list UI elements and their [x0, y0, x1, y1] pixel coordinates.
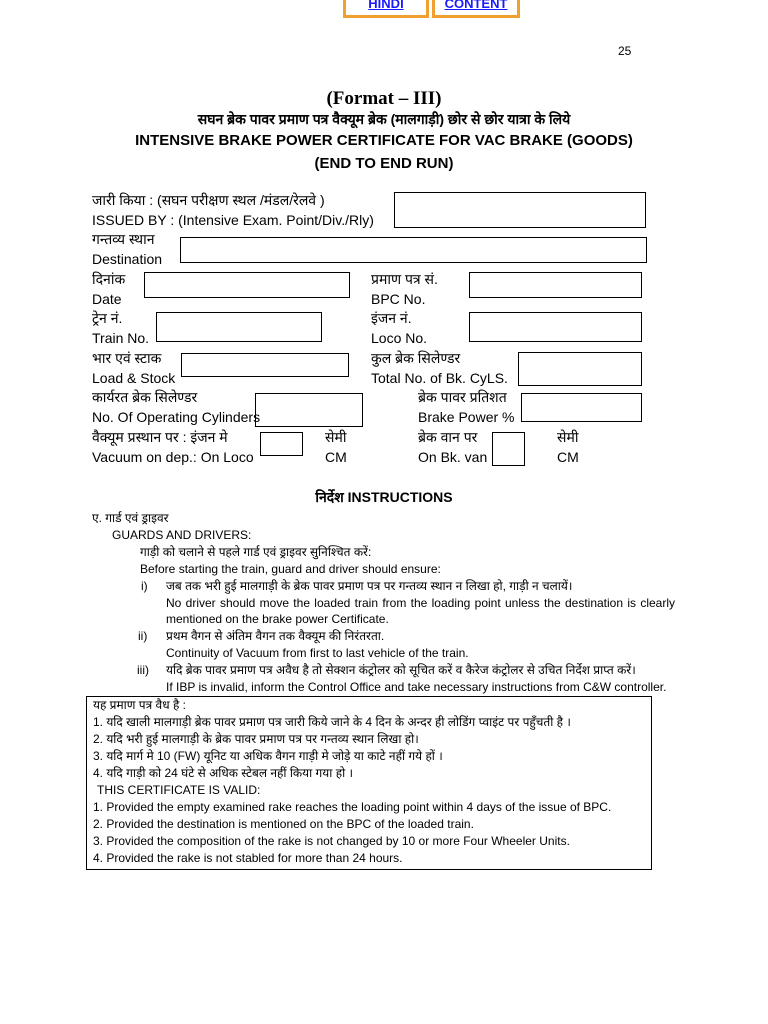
validity-en-2: 2. Provided the destination is mentioned on the BPC of the loaded train.: [93, 817, 474, 831]
load-stock-field[interactable]: [181, 353, 349, 377]
bpc-label-en: BPC No.: [371, 291, 426, 307]
opcyl-label-hi: कार्यरत ब्रेक सिलेण्डर: [92, 389, 198, 405]
issued-label-hi: जारी किया : (सघन परीक्षण स्थल /मंडल/रेलवे ): [92, 192, 325, 208]
item-1-number: i): [141, 579, 148, 593]
before-en: Before starting the train, guard and driver should ensure:: [140, 562, 441, 576]
validity-hi-3: 3. यदि मार्ग मे 10 (FW) यूनिट या अधिक वैगन गाड़ी मे जोड़े या काटे नहीं गये हों ।: [93, 749, 443, 763]
bp-label-en: Brake Power %: [418, 409, 515, 425]
load-label-hi: भार एवं स्टाक: [92, 350, 162, 366]
vacuum-bkvan-field[interactable]: [492, 432, 525, 466]
guards-heading-hi: ए. गार्ड एवं ड्राइवर: [92, 511, 169, 525]
title-run: (END TO END RUN): [314, 155, 454, 172]
instructions-heading-en: INSTRUCTIONS: [347, 489, 453, 505]
loco-no-field[interactable]: [469, 312, 642, 342]
date-label-hi: दिनांक: [92, 271, 126, 287]
validity-box: [86, 696, 652, 870]
validity-hi-2: 2. यदि भरी हुई मालगाड़ी के ब्रेक पावर प्रमाण पत्र पर गन्तव्य स्थान लिखा हो।: [93, 732, 419, 746]
train-label-en: Train No.: [92, 330, 150, 346]
validity-en-4: 4. Provided the rake is not stabled for more than 24 hours.: [93, 851, 403, 865]
content-link[interactable]: CONTENT: [432, 0, 520, 18]
cm-label-en: CM: [325, 449, 347, 465]
date-field[interactable]: [144, 272, 350, 298]
validity-hi-4: 4. यदि गाड़ी को 24 घंटे से अधिक स्टेबल नहीं किया गया हो ।: [93, 766, 354, 780]
item-1-hi: जब तक भरी हुई मालगाड़ी के ब्रेक पावर प्रमाण पत्र पर गन्तव्य स्थान न लिखा हो, गाड़ी न चलायें।: [166, 579, 573, 593]
before-hi: गाड़ी को चलाने से पहले गार्ड एवं ड्राइवर सुनिश्चित करें:: [140, 545, 372, 559]
bpc-label-hi: प्रमाण पत्र सं.: [371, 271, 438, 287]
title-hindi: सघन ब्रेक पावर प्रमाण पत्र वैक्यूम ब्रेक (मालगाड़ी) छोर से छोर यात्रा के लिये: [197, 111, 571, 127]
vacuum-loco-field[interactable]: [260, 432, 303, 456]
item-3-hi: यदि ब्रेक पावर प्रमाण पत्र अवैध है तो सेक्शन कंट्रोलर को सूचित करें व कैरेज कंट्रोलर से उचित निर्देश प्राप्त करें।: [166, 663, 636, 677]
item-3-en: If IBP is invalid, inform the Control Office and take necessary instructions from C&W controller.: [166, 680, 667, 694]
validity-en-1: 1. Provided the empty examined rake reaches the loading point within 4 days of the issue of BPC.: [93, 800, 612, 814]
brake-power-field[interactable]: [521, 393, 642, 422]
bkvan-label-hi: ब्रेक वान पर: [418, 429, 478, 445]
validity-hi-1: 1. यदि खाली मालगाड़ी ब्रेक पावर प्रमाण पत्र जारी किये जाने के 4 दिन के अन्दर ही लोडिंग प्वाइंट पर पहुँचती है ।: [93, 715, 571, 729]
operating-cylinders-field[interactable]: [255, 393, 363, 427]
destination-label-hi: गन्तव्य स्थान: [92, 231, 155, 247]
issued-label-en: ISSUED BY : (Intensive Exam. Point/Div./Rly): [92, 212, 374, 228]
destination-label-en: Destination: [92, 251, 163, 267]
cm-label-hi-2: सेमी: [557, 429, 579, 445]
item-2-en: Continuity of Vacuum from first to last vehicle of the train.: [166, 646, 469, 660]
train-label-hi: ट्रेन नं.: [92, 310, 123, 326]
validity-heading-en: THIS CERTIFICATE IS VALID:: [97, 783, 261, 797]
vac-label-hi: वैक्यूम प्रस्थान पर : इंजन मे: [92, 429, 228, 445]
date-label-en: Date: [92, 291, 122, 307]
destination-field[interactable]: [180, 237, 647, 263]
total-cylinders-field[interactable]: [518, 352, 642, 386]
item-1-en-1: No driver should move the loaded train from the loading point unless the destination is clearly: [166, 596, 675, 610]
opcyl-label-en: No. Of Operating Cylinders: [92, 409, 261, 425]
loco-label-en: Loco No.: [371, 330, 428, 346]
validity-en-3: 3. Provided the composition of the rake is not changed by 10 or more Four Wheeler Units.: [93, 834, 570, 848]
item-3-number: iii): [137, 663, 149, 677]
cm-label-hi: सेमी: [325, 429, 347, 445]
load-label-en: Load & Stock: [92, 370, 176, 386]
vac-label-en: Vacuum on dep.: On Loco: [92, 449, 254, 465]
title-english: INTENSIVE BRAKE POWER CERTIFICATE FOR VAC BRAKE (GOODS): [135, 132, 633, 149]
bkvan-label-en: On Bk. van: [418, 449, 488, 465]
hindi-link[interactable]: HINDI: [343, 0, 429, 18]
issued-by-field[interactable]: [394, 192, 646, 228]
train-no-field[interactable]: [156, 312, 322, 342]
validity-heading-hi: यह प्रमाण पत्र वैध है :: [93, 698, 186, 712]
guards-heading-en: GUARDS AND DRIVERS:: [112, 528, 252, 542]
cm-label-en-2: CM: [557, 449, 579, 465]
page-number: 25: [618, 44, 632, 58]
cyl-label-hi: कुल ब्रेक सिलेण्डर: [371, 350, 461, 366]
instructions-heading: [0, 488, 768, 507]
cyl-label-en: Total No. of Bk. CyLS.: [371, 370, 508, 386]
loco-label-hi: इंजन नं.: [371, 310, 412, 326]
instructions-heading-hi: निर्देश: [315, 489, 344, 505]
item-2-number: ii): [138, 629, 148, 643]
item-2-hi: प्रथम वैगन से अंतिम वैगन तक वैक्यूम की निरंतरता.: [166, 629, 385, 643]
item-1-en-2: mentioned on the brake power Certificate.: [166, 612, 389, 626]
bp-label-hi: ब्रेक पावर प्रतिशत: [418, 389, 507, 405]
format-title: (Format – III): [326, 88, 442, 109]
bpc-no-field[interactable]: [469, 272, 642, 298]
